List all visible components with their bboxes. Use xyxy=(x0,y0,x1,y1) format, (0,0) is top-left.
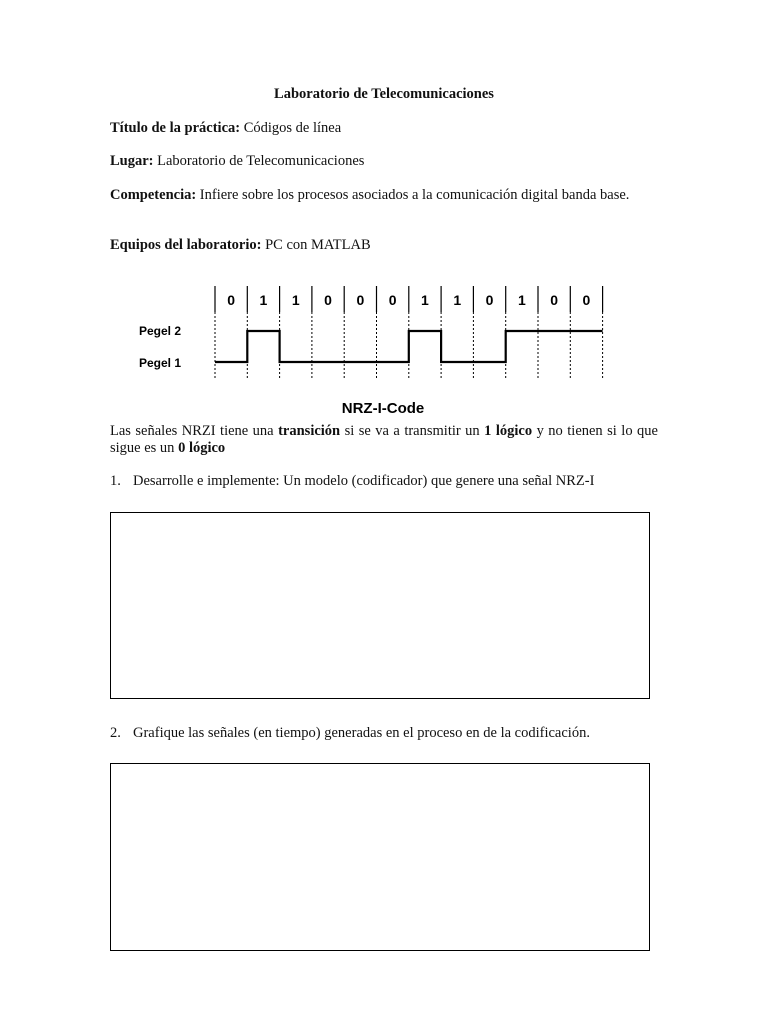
level-label-high: Pegel 2 xyxy=(139,324,182,338)
field-equipos-value: PC con MATLAB xyxy=(265,237,371,253)
nrzi-diagram xyxy=(125,282,625,422)
question-1 xyxy=(110,473,670,490)
bit-label: 0 xyxy=(485,292,494,308)
question-1-number: 1. xyxy=(110,473,121,489)
field-lugar-value: Laboratorio de Telecomunicaciones xyxy=(157,153,365,169)
field-competencia-label: Competencia: xyxy=(110,187,197,203)
bit-label: 0 xyxy=(582,292,591,308)
field-titulo-value: Códigos de línea xyxy=(243,120,342,136)
nrzi-signal-waveform xyxy=(215,331,603,362)
field-lugar xyxy=(110,153,658,170)
bit-label: 0 xyxy=(227,292,236,308)
bit-label: 1 xyxy=(291,292,300,308)
description-part2: si se va a transmitir un xyxy=(340,423,485,439)
description-part1: Las señales NRZI tiene una xyxy=(110,423,279,439)
bit-label: 1 xyxy=(259,292,268,308)
field-lugar-label: Lugar: xyxy=(110,153,154,169)
field-titulo-label: Título de la práctica: xyxy=(110,120,241,136)
bit-label: 1 xyxy=(453,292,462,308)
answer-box-1[interactable] xyxy=(110,512,650,699)
description-part3: y no tienen si lo que sigue es un xyxy=(110,423,658,456)
field-equipos-label: Equipos del laboratorio: xyxy=(110,237,262,253)
description-bold-transicion: transición xyxy=(278,423,341,439)
level-label-low: Pegel 1 xyxy=(139,356,182,370)
question-2 xyxy=(110,725,670,742)
field-titulo xyxy=(110,120,658,137)
answer-box-2[interactable] xyxy=(110,763,650,951)
bit-label: 1 xyxy=(517,292,526,308)
diagram-caption: NRZ-I-Code xyxy=(341,400,425,417)
document-title: Laboratorio de Telecomunicaciones xyxy=(274,86,494,102)
bit-label: 0 xyxy=(388,292,397,308)
field-competencia xyxy=(110,187,658,204)
question-2-number: 2. xyxy=(110,725,121,741)
field-equipos xyxy=(110,237,658,254)
field-competencia-value: Infiere sobre los procesos asociados a la comunicación digital banda base. xyxy=(199,187,630,203)
description-bold-0-logico: 0 lógico xyxy=(178,440,226,456)
bit-label: 1 xyxy=(421,292,429,308)
description-paragraph xyxy=(110,423,658,457)
question-1-text: Desarrolle e implemente: Un modelo (codificador) que genere una señal NRZ-I xyxy=(133,473,595,489)
question-2-text: Grafique las señales (en tiempo) generadas en el proceso en de la codificación. xyxy=(133,725,590,741)
bit-label: 0 xyxy=(324,292,332,308)
description-bold-1-logico: 1 lógico xyxy=(484,423,533,439)
bit-label: 0 xyxy=(550,292,559,308)
bit-label: 0 xyxy=(356,292,365,308)
